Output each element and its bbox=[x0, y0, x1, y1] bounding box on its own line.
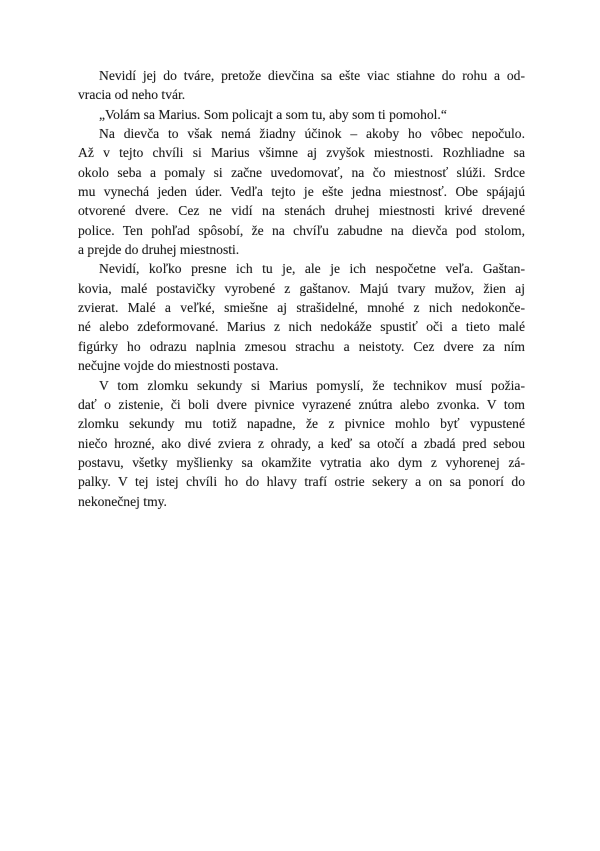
text-block bbox=[78, 66, 525, 511]
text-line: nekonečnej tmy. bbox=[78, 493, 167, 509]
text-line: nečujne vojde do miestnosti postava. bbox=[78, 358, 279, 374]
text-line: okolo seba a pomaly si začne uvedomovať, na čo miestnosť slúži. Srdce bbox=[78, 164, 525, 180]
text-line: V tom zlomku sekundy si Marius pomyslí, že technikov musí požia- bbox=[99, 377, 525, 393]
text-line: zvierat. Malé a veľké, smiešne aj strašidelné, mnohé z nich nedokonče- bbox=[78, 300, 525, 316]
text-line: otvorené dvere. Cez ne vidí na stenách druhej miestnosti krivé drevené bbox=[78, 203, 525, 219]
text-line: né alebo zdeformované. Marius z nich nedokáže spustiť oči a tieto malé bbox=[78, 319, 525, 335]
text-line: „Volám sa Marius. Som policajt a som tu, aby som ti pomohol.“ bbox=[99, 106, 447, 122]
text-line: Nevidí, koľko presne ich tu je, ale je ich nespočetne veľa. Gaštan- bbox=[99, 261, 525, 277]
text-line: dať o zistenie, či boli dvere pivnice vyrazené znútra alebo zvonka. V tom bbox=[78, 396, 525, 412]
text-line: Až v tejto chvíli si Marius všimne aj zvyšok miestnosti. Rozhliadne sa bbox=[78, 145, 525, 161]
text-line: zlomku sekundy mu totiž napadne, že z pivnice mohlo byť vypustené bbox=[78, 416, 525, 432]
text-line: postavu, všetky myšlienky sa okamžite vytratia ako dym z vyhorenej zá- bbox=[78, 454, 525, 470]
text-line: police. Ten pohľad spôsobí, že na chvíľu zabudne na dievča pod stolom, bbox=[78, 222, 525, 238]
text-line: Nevidí jej do tváre, pretože dievčina sa ešte viac stiahne do rohu a od- bbox=[99, 68, 525, 83]
text-line: palky. V tej istej chvíli ho do hlavy trafí ostrie sekery a on sa ponorí do bbox=[78, 474, 525, 490]
text-line: mu vynechá jeden úder. Vedľa tejto je ešte jedna miestnosť. Obe spájajú bbox=[78, 184, 525, 200]
text-line: vracia od neho tvár. bbox=[78, 87, 186, 103]
text-line: Na dievča to však nemá žiadny účinok – akoby ho vôbec nepočulo. bbox=[99, 126, 525, 142]
text-line: figúrky ho odrazu naplnia zmesou strachu a neistoty. Cez dvere za ním bbox=[78, 338, 525, 354]
text-line: a prejde do druhej miestnosti. bbox=[78, 242, 240, 258]
text-line: niečo hrozné, ako divé zviera z ohrady, a keď sa otočí a zbadá pred sebou bbox=[78, 435, 525, 451]
text-line: kovia, malé postavičky vyrobené z gaštanov. Majú tvary mužov, žien aj bbox=[78, 280, 525, 296]
